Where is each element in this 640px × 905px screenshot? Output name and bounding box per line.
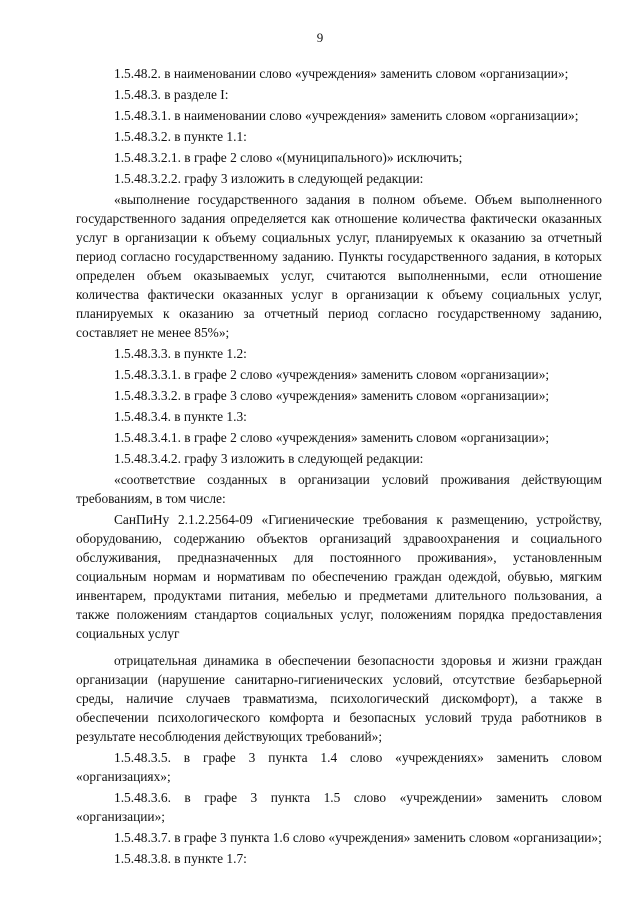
paragraph-1-5-48-3-2-1: 1.5.48.3.2.1. в графе 2 слово «(муниципального)» исключить; xyxy=(114,150,463,165)
paragraph-1-5-48-3-4: 1.5.48.3.4. в пункте 1.3: xyxy=(114,409,247,424)
paragraph-sanpin: СанПиНу 2.1.2.2564-09 «Гигиенические требования к размещению, устройству, оборудованию, содержанию объектов организаций здравоохранения и социального обслуживания, предназначенных для постоянного проживания», установленным социальным нормам и нормативам по обеспечению граждан одеждой, обувью, мягким инвентарем, продуктами питания, мебелью и предметами длительного пользования, а также положениям стандартов социальных услуг, положениям порядка предоставления социальных услуг xyxy=(76,512,602,641)
paragraph-negative-dynamics: отрицательная динамика в обеспечении безопасности здоровья и жизни граждан организации (нарушение санитарно-гигиенических условий, отсутствие безбарьерной среды, наличие случаев травматизма, психологический дискомфорт), а также в обеспечении психологического комфорта и безопасных условий труда работников в результате несоблюдения действующих требований»; xyxy=(76,653,602,744)
document-body xyxy=(76,64,602,870)
paragraph-1-5-48-3: 1.5.48.3. в разделе I: xyxy=(114,87,229,102)
paragraph-1-5-48-3-3: 1.5.48.3.3. в пункте 1.2: xyxy=(114,346,247,361)
paragraph-1-5-48-3-3-2: 1.5.48.3.3.2. в графе 3 слово «учреждения» заменить словом «организации»; xyxy=(114,388,550,403)
paragraph-1-5-48-3-3-1: 1.5.48.3.3.1. в графе 2 слово «учреждения» заменить словом «организации»; xyxy=(114,367,550,382)
paragraph-1-5-48-3-4-2: 1.5.48.3.4.2. графу 3 изложить в следующей редакции: xyxy=(114,451,424,466)
paragraph-quote-execution: «выполнение государственного задания в полном объеме. Объем выполненного государственного задания определяется как отношение количества фактически оказанных услуг в организации к объему социальных услуг, планируемых к оказанию за отчетный период согласно государственному заданию. Пункты государственного задания, в которых определен объем оказываемых услуг, считаются выполненными, если отношение количества фактически оказанных услуг в организации к объему социальных услуг, планируемых к оказанию за отчетный период согласно государственному заданию, составляет не менее 85%»; xyxy=(76,192,602,340)
paragraph-1-5-48-3-2-2: 1.5.48.3.2.2. графу 3 изложить в следующей редакции: xyxy=(114,171,424,186)
paragraph-1-5-48-3-8: 1.5.48.3.8. в пункте 1.7: xyxy=(114,851,247,866)
paragraph-1-5-48-3-4-1: 1.5.48.3.4.1. в графе 2 слово «учреждения» заменить словом «организации»; xyxy=(114,430,550,445)
paragraph-1-5-48-3-6: 1.5.48.3.6. в графе 3 пункта 1.5 слово «учреждении» заменить словом «организации»; xyxy=(76,790,602,824)
paragraph-1-5-48-3-7: 1.5.48.3.7. в графе 3 пункта 1.6 слово «учреждения» заменить словом «организации»; xyxy=(114,830,602,845)
paragraph-1-5-48-2: 1.5.48.2. в наименовании слово «учреждения» заменить словом «организации»; xyxy=(114,66,569,81)
paragraph-quote-conditions: «соответствие созданных в организации условий проживания действующим требованиям, в том числе: xyxy=(76,472,602,506)
paragraph-1-5-48-3-5: 1.5.48.3.5. в графе 3 пункта 1.4 слово «учреждениях» заменить словом «организациях»; xyxy=(76,750,602,784)
paragraph-1-5-48-3-2: 1.5.48.3.2. в пункте 1.1: xyxy=(114,129,247,144)
page-number: 9 xyxy=(316,30,324,45)
paragraph-1-5-48-3-1: 1.5.48.3.1. в наименовании слово «учреждения» заменить словом «организации»; xyxy=(114,108,579,123)
